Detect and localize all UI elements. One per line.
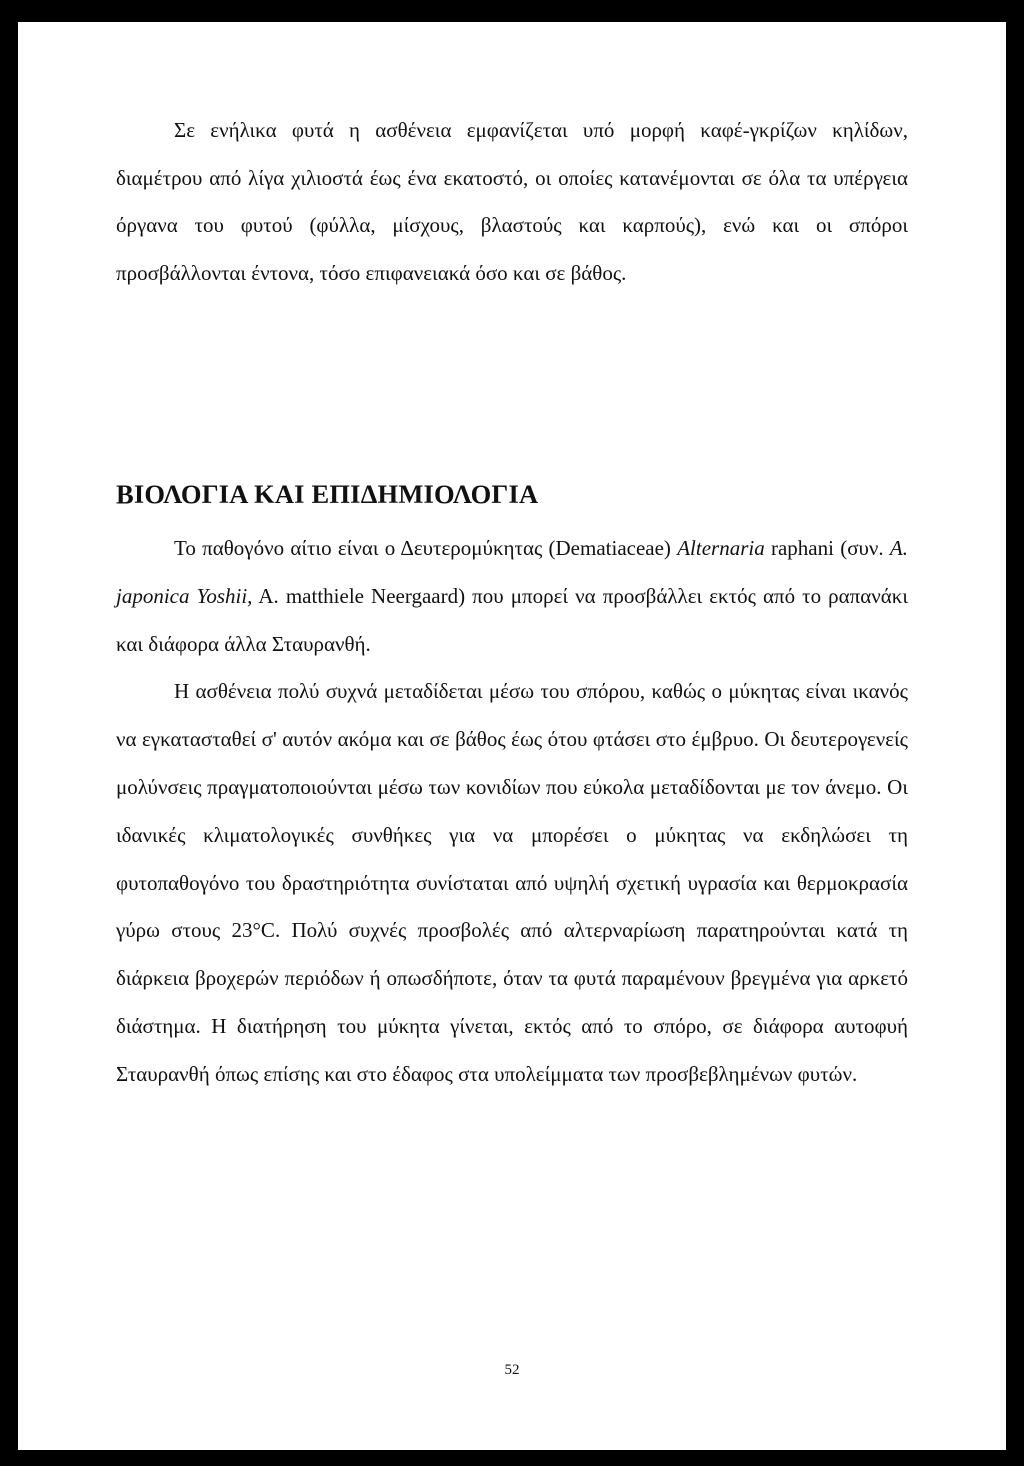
synonym-name: A. japonica Yoshii,	[116, 536, 908, 608]
page-number: 52	[504, 1362, 520, 1378]
paragraph-pathogen	[116, 525, 908, 668]
page-content	[116, 107, 908, 1086]
document-page	[18, 22, 1006, 1450]
genus-name: Alternaria	[677, 536, 765, 560]
section-body	[116, 525, 908, 1099]
section-heading: ΒΙΟΛΟΓΙΑ ΚΑΙ ΕΠΙΔΗΜΙΟΛΟΓΙΑ	[116, 479, 539, 509]
pathogen-rest-text: A. matthiele Neergaard) που μπορεί να προσβάλλει εκτός από το ραπανάκι και διάφορα άλλα Σταυρανθή.	[116, 583, 908, 656]
paragraph-transmission: Η ασθένεια πολύ συχνά μεταδίδεται μέσω του σπόρου, καθώς ο μύκητας είναι ικανός να εγκατασταθεί σ' αυτόν ακόμα και σε βάθος έως ότου φτάσει στο έμβρυο. Οι δευτερογενείς μολύνσεις πραγματοποιούνται μέσω των κονιδίων που εύκολα μεταδίδονται με τον άνεμο. Οι ιδανικές κλιματολογικές συνθήκες για να μπορέσει ο μύκητας να εκδηλώσει τη φυτοπαθογόνο του δραστηριότητα συνίσταται από υψηλή σχετική υγρασία και θερμοκρασία γύρω στους 23°C. Πολύ συχνές προσβολές από αλτερναρίωση παρατηρούνται κατά τη διάρκεια βροχερών περιόδων ή οπωσδήποτε, όταν τα φυτά παραμένουν βρεγμένα για αρκετό διάστημα. Η διατήρηση του μύκητα γίνεται, εκτός από το σπόρο, σε διάφορα αυτοφυή Σταυρανθή όπως επίσης και στο έδαφος στα υπολείμματα των προσβεβλημένων φυτών.	[116, 679, 908, 1086]
paragraph-symptoms: Σε ενήλικα φυτά η ασθένεια εμφανίζεται υπό μορφή καφέ-γκρίζων κηλίδων, διαμέτρου από λίγα χιλιοστά έως ένα εκατοστό, οι οποίες κατανέμονται σε όλα τα υπέργεια όργανα του φυτού (φύλλα, μίσχους, βλαστούς και καρπούς), ενώ και οι σπόροι προσβάλλονται έντονα, τόσο επιφανειακά όσο και σε βάθος.	[116, 118, 908, 285]
pathogen-intro-text: Το παθογόνο αίτιο είναι ο Δευτερομύκητας (Dematiaceae)	[174, 536, 678, 560]
pathogen-mid-text: raphani (συν.	[764, 536, 890, 560]
